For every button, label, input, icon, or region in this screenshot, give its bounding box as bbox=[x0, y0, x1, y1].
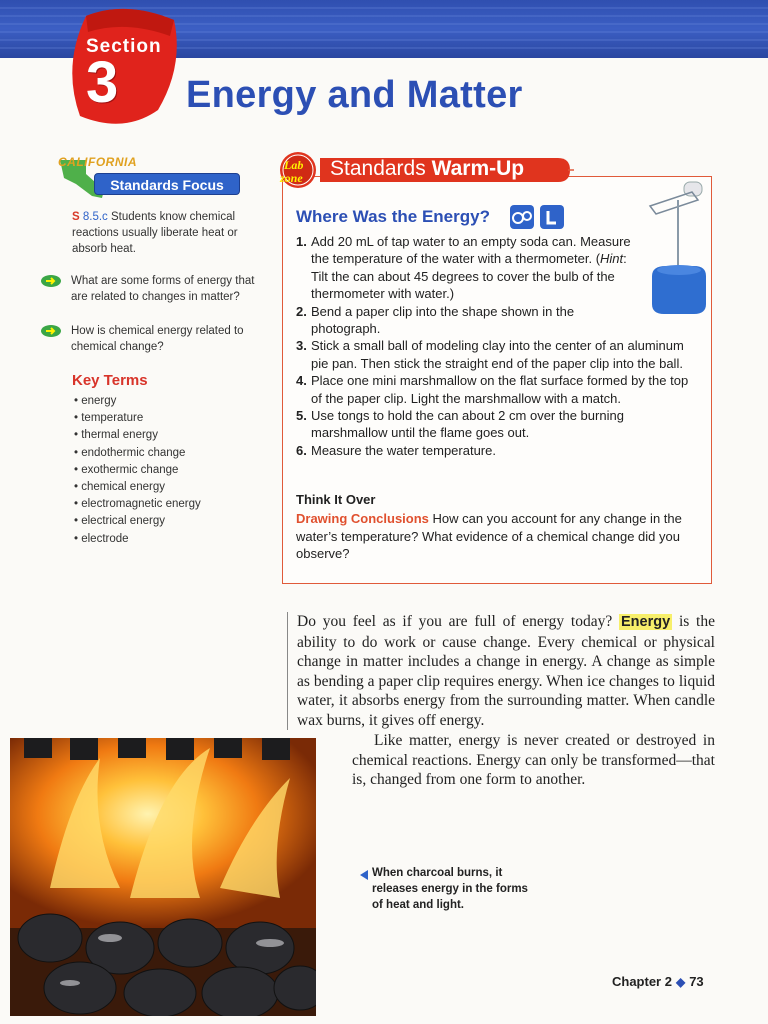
page-footer bbox=[612, 974, 704, 989]
step-text bbox=[311, 234, 631, 301]
lab-step bbox=[296, 442, 696, 459]
step-text-part: Add 20 mL of tap water to an empty soda can. Measure the temperature of the water with a thermometer. ( bbox=[311, 234, 631, 267]
body-text: Do you feel as if you are full of energy today? bbox=[297, 613, 613, 630]
think-it-over-text bbox=[296, 510, 700, 563]
caption-arrow-icon bbox=[360, 870, 368, 880]
key-term: • energy bbox=[74, 393, 201, 410]
california-label: CALIFORNIA bbox=[58, 155, 137, 169]
key-question-icon bbox=[40, 324, 62, 338]
step-number: 4. bbox=[296, 373, 307, 389]
margin-rule bbox=[287, 612, 288, 730]
step-number: 1. bbox=[296, 234, 307, 249]
key-term-energy: Energy bbox=[621, 614, 671, 630]
key-term: • electrical energy bbox=[74, 513, 201, 530]
step-number: 2. bbox=[296, 303, 307, 319]
lab-badge-line1: Lab bbox=[284, 158, 304, 172]
focus-question-text: How is chemical energy related to chemical change? bbox=[71, 325, 244, 353]
burning-charcoal-photo bbox=[10, 738, 316, 1016]
standards-focus-label: Standards Focus bbox=[94, 173, 240, 195]
diamond-icon: ◆ bbox=[675, 975, 686, 989]
key-term: • exothermic change bbox=[74, 462, 201, 479]
warmup-title bbox=[330, 157, 524, 181]
step-number: 6. bbox=[296, 442, 307, 458]
warmup-prefix: Standards bbox=[330, 157, 426, 180]
standard-statement bbox=[72, 209, 272, 257]
lab-step bbox=[296, 233, 636, 303]
key-term: • temperature bbox=[74, 410, 201, 427]
step-text-part: : Tilt the can about 45 degrees to cover the bulb of the thermometer with water.) bbox=[311, 251, 627, 302]
think-it-over-heading: Think It Over bbox=[296, 492, 376, 507]
standard-code: 8.5.c bbox=[82, 211, 108, 223]
body-paragraph-2: Like matter, energy is never created or destroyed in chemical reactions. Energy can only be transformed—that is, changed from one form to another. bbox=[352, 732, 715, 789]
key-question-icon bbox=[40, 274, 62, 288]
section-badge bbox=[66, 6, 182, 128]
standard-text: Students know chemical reactions usually liberate heat or absorb heat. bbox=[72, 211, 238, 255]
focus-question-text: What are some forms of energy that are related to changes in matter? bbox=[71, 275, 255, 303]
page-title: Energy and Matter bbox=[186, 74, 523, 116]
lab-step bbox=[296, 303, 636, 338]
standard-code-prefix: S bbox=[72, 211, 80, 223]
lab-steps bbox=[296, 233, 696, 459]
body-text: is the ability to do work or cause change. Every chemical or physical change in matter includes a change in energy. A change as simple as bending a paper clip requires energy. When ice changes to liquid water, it absorbs energy from the surrounding matter. When candle wax burns, it gives off energy. bbox=[297, 613, 715, 729]
chapter-label: Chapter 2 bbox=[612, 974, 672, 989]
page-number: 73 bbox=[689, 974, 704, 989]
lab-title: Where Was the Energy? bbox=[296, 207, 490, 226]
key-term: • chemical energy bbox=[74, 479, 201, 496]
step-number: 3. bbox=[296, 338, 307, 354]
step-text: Measure the water temperature. bbox=[311, 442, 496, 458]
body-paragraph-1 bbox=[297, 612, 715, 731]
step-text: Use tongs to hold the can about 2 cm over the burning marshmallow until the flame goes out. bbox=[311, 408, 624, 441]
step-text: Place one mini marshmallow on the flat surface formed by the top of the paper clip. Light the marshmallow with a match. bbox=[311, 373, 689, 406]
key-terms-list bbox=[74, 393, 201, 548]
warmup-bold: Warm-Up bbox=[431, 157, 525, 180]
key-term: • electrode bbox=[74, 531, 201, 548]
step-number: 5. bbox=[296, 408, 307, 424]
drawing-conclusions-label: Drawing Conclusions bbox=[296, 511, 429, 526]
key-terms-heading: Key Terms bbox=[72, 372, 148, 389]
lab-badge-line2: zone bbox=[280, 171, 303, 185]
lab-step bbox=[296, 372, 696, 407]
step-text: Bend a paper clip into the shape shown in the photograph. bbox=[311, 303, 575, 337]
hint-label: Hint bbox=[600, 251, 624, 267]
key-term: • electromagnetic energy bbox=[74, 496, 201, 513]
section-label: Section bbox=[86, 36, 162, 57]
key-term: • endothermic change bbox=[74, 445, 201, 462]
key-term: • thermal energy bbox=[74, 427, 201, 444]
think-question: How can you account for any change in the water’s temperature? What evidence of a chemical change did you observe? bbox=[296, 511, 682, 562]
step-text: Stick a small ball of modeling clay into the center of an aluminum pie pan. Then stick the straight end of the paper clip into the ball. bbox=[311, 338, 684, 371]
hand-safety-icon bbox=[540, 205, 564, 229]
section-number: 3 bbox=[86, 50, 119, 115]
lab-step bbox=[296, 337, 696, 372]
header-band bbox=[0, 0, 768, 138]
lab-step bbox=[296, 407, 696, 442]
safety-icons bbox=[510, 205, 572, 229]
photo-caption: When charcoal burns, it releases energy in the forms of heat and light. bbox=[372, 867, 528, 911]
